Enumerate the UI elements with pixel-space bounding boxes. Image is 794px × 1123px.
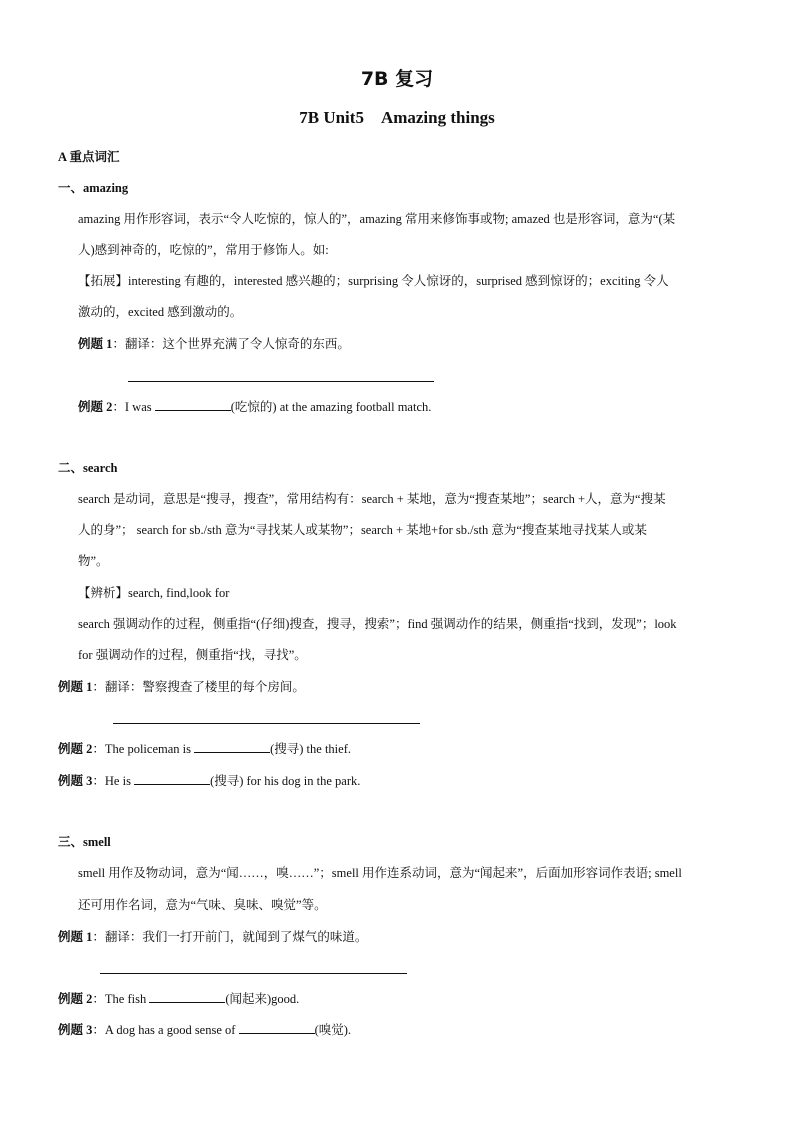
- example-label: 例题 2: [58, 742, 93, 756]
- example-text: ：翻译：这个世界充满了令人惊奇的东西。: [112, 337, 350, 351]
- search-heading: 二、search: [58, 461, 118, 475]
- amazing-extension-line2: 激动的，excited 感到激动的。: [78, 305, 243, 319]
- amazing-explanation-line2: 人)感到神奇的，吃惊的”，常用于修饰人。如:: [78, 243, 329, 257]
- fill-in-blank[interactable]: [194, 740, 270, 753]
- example-text-before: ：The policeman is: [92, 742, 195, 756]
- search-example-1: [58, 679, 305, 695]
- search-explanation-line2: 人的身”； search for sb./sth 意为“寻找某人或某物”；search + 某地+for sb./sth 意为“搜查某地寻找某人或某: [78, 523, 647, 537]
- example-text-after: (吃惊的) at the amazing football match.: [230, 400, 432, 414]
- example-text-after: (搜寻) for his dog in the park.: [210, 774, 361, 788]
- example-text-before: ：The fish: [92, 992, 150, 1006]
- example-text-before: ：I was: [112, 400, 155, 414]
- smell-heading: 三、smell: [58, 835, 111, 849]
- answer-blank-line[interactable]: [113, 723, 420, 724]
- smell-example-1: [58, 929, 367, 945]
- search-example-3: [58, 772, 360, 789]
- example-text: ：翻译：我们一打开前门，就闻到了煤气的味道。: [92, 930, 368, 944]
- amazing-heading: 一、amazing: [58, 181, 129, 195]
- search-analysis-line1: search 强调动作的过程，侧重指“(仔细)搜查，搜寻，搜索”；find 强调动作的结果，侧重指“找到，发现”；look: [78, 617, 677, 631]
- page-title: 7B 复习: [360, 68, 434, 90]
- answer-blank-line[interactable]: [128, 381, 434, 382]
- fill-in-blank[interactable]: [149, 990, 225, 1003]
- unit-subtitle: 7B Unit5 Amazing things: [299, 108, 495, 127]
- search-analysis-heading: 【辨析】search, find,look for: [78, 586, 230, 600]
- amazing-example-1: [78, 336, 350, 352]
- smell-explanation-line2: 还可用作名词，意为“气味、臭味、嗅觉”等。: [78, 898, 327, 912]
- search-explanation-line3: 物”。: [78, 554, 109, 568]
- smell-example-3: [58, 1021, 351, 1038]
- example-label: 例题 2: [78, 400, 113, 414]
- search-example-2: [58, 740, 351, 757]
- answer-blank-line[interactable]: [100, 973, 407, 974]
- smell-example-2: [58, 990, 299, 1007]
- fill-in-blank[interactable]: [134, 772, 210, 785]
- example-text-before: ：A dog has a good sense of: [92, 1023, 239, 1037]
- amazing-example-2: [78, 398, 431, 415]
- example-label: 例题 3: [58, 1023, 93, 1037]
- example-text-before: ：He is: [92, 774, 135, 788]
- search-analysis-line2: for 强调动作的过程，侧重指“找，寻找”。: [78, 648, 307, 662]
- example-label: 例题 3: [58, 774, 93, 788]
- example-text-after: (嗅觉).: [314, 1023, 352, 1037]
- example-text-after: (闻起来)good.: [225, 992, 300, 1006]
- amazing-extension-line1: 【拓展】interesting 有趣的，interested 感兴趣的；surprising 令人惊讶的，surprised 感到惊讶的；exciting 令人: [78, 274, 669, 288]
- fill-in-blank[interactable]: [155, 398, 231, 411]
- example-text-after: (搜寻) the thief.: [270, 742, 351, 756]
- example-label: 例题 1: [58, 930, 93, 944]
- example-label: 例题 1: [78, 337, 113, 351]
- smell-explanation-line1: smell 用作及物动词，意为“闻……，嗅……”；smell 用作连系动词，意为“闻起来”，后面加形容词作表语; smell: [78, 866, 682, 880]
- example-label: 例题 1: [58, 680, 93, 694]
- fill-in-blank[interactable]: [239, 1021, 315, 1034]
- example-label: 例题 2: [58, 992, 93, 1006]
- section-a-heading: A 重点词汇: [58, 150, 120, 164]
- amazing-explanation-line1: amazing 用作形容词，表示“令人吃惊的，惊人的”，amazing 常用来修饰事或物; amazed 也是形容词，意为“(某: [78, 212, 676, 226]
- search-explanation-line1: search 是动词，意思是“搜寻，搜查”，常用结构有：search + 某地，意为“搜查某地”；search +人，意为“搜某: [78, 492, 666, 506]
- example-text: ：翻译：警察搜查了楼里的每个房间。: [92, 680, 305, 694]
